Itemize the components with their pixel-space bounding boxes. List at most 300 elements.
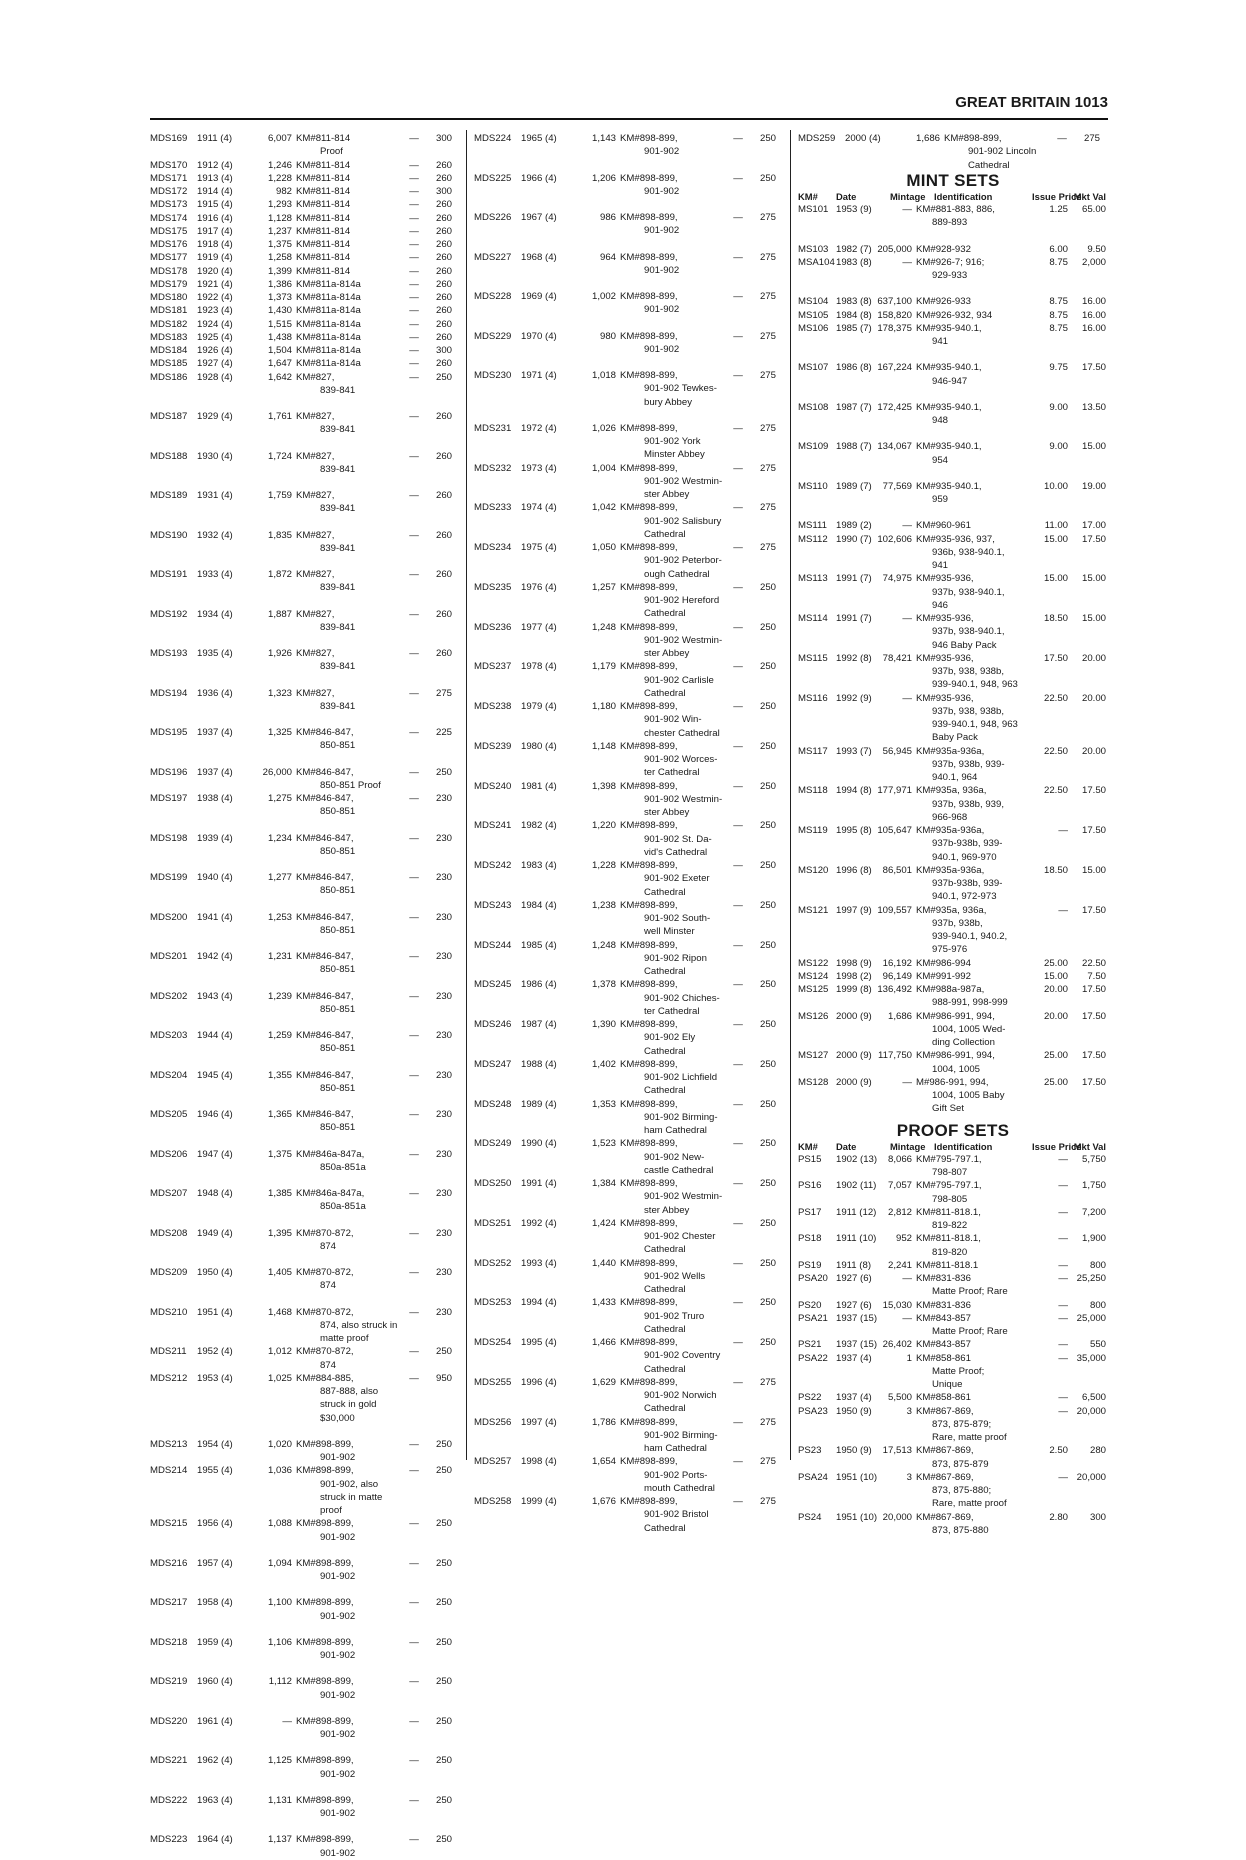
date: 1950 (9): [836, 1445, 872, 1457]
catalog-number: MDS241: [474, 820, 512, 832]
table-row: [150, 871, 460, 898]
issue-price: —: [409, 278, 419, 290]
identification-line: 901-902 Wells: [644, 1270, 706, 1282]
table-row: [474, 740, 784, 780]
identification-line: ster Abbey: [644, 489, 690, 500]
date: 1959 (4): [197, 1636, 233, 1648]
identification: [916, 1232, 1036, 1259]
identification: [296, 1306, 406, 1346]
identification: [296, 225, 406, 238]
issue-price: —: [409, 1518, 419, 1530]
market-value: 230: [435, 793, 452, 804]
catalog-number: MDS247: [474, 1058, 512, 1070]
mintage: 980: [599, 330, 616, 342]
catalog-number: MDS219: [150, 1676, 188, 1688]
mintage: 8,066: [887, 1153, 912, 1165]
identification: [296, 331, 406, 344]
identification: [296, 318, 406, 331]
catalog-number: MDS204: [150, 1069, 188, 1081]
header-mintage: Mintage: [890, 1140, 926, 1152]
identification-line: 887-888, also: [320, 1386, 379, 1397]
mintage: 1,234: [267, 832, 292, 844]
market-value: 800: [1089, 1259, 1106, 1271]
identification-line: KM#811a-814a: [296, 318, 361, 330]
page-header: [150, 94, 1108, 118]
mintage: 1,248: [591, 939, 616, 951]
date: 1902 (11): [836, 1180, 877, 1192]
identification-line: struck in gold: [320, 1399, 377, 1411]
issue-price: —: [733, 740, 743, 752]
date: 1989 (7): [836, 480, 872, 492]
table-row: [798, 784, 1108, 824]
date: 1956 (4): [197, 1518, 233, 1530]
identification-line: KM#926-932, 934: [916, 309, 993, 321]
catalog-number: MDS254: [474, 1337, 512, 1348]
date: 1961 (4): [197, 1715, 233, 1727]
mintage: 1,277: [267, 872, 292, 883]
identification: [620, 1217, 730, 1257]
identification: [620, 330, 730, 357]
identification: [916, 480, 1036, 507]
issue-price: —: [1058, 1259, 1068, 1271]
identification-line: KM#898-899,: [620, 251, 678, 263]
catalog-number: MDS234: [474, 542, 512, 553]
catalog-number: MDS228: [474, 291, 512, 302]
identification: [916, 1049, 1036, 1076]
table-row: [798, 1076, 1108, 1116]
identification-line: 850-851: [320, 806, 356, 818]
identification-line: 901-902 Bristol: [644, 1509, 709, 1521]
identification-line: 901-902 Westmin-: [644, 793, 723, 805]
header-issue-price: Issue Price: [1032, 1140, 1082, 1152]
table-row: [798, 533, 1108, 573]
table-row: [798, 322, 1108, 349]
identification-line: KM#898-899,: [620, 740, 678, 752]
identification-line: KM#898-899,: [620, 1058, 678, 1070]
identification: [620, 1098, 730, 1138]
mintage: 1,231: [267, 951, 292, 962]
catalog-number: MDS238: [474, 701, 512, 712]
mintage: 1,686: [887, 1010, 912, 1022]
date: 1911 (4): [197, 133, 233, 144]
table-row: [474, 978, 784, 1018]
catalog-number: MDS195: [150, 727, 188, 738]
table-row: [150, 1372, 460, 1425]
identification: [620, 132, 730, 159]
identification-line: Baby Pack: [932, 732, 978, 744]
date: 1978 (4): [521, 661, 557, 673]
mintage: 96,149: [882, 970, 912, 982]
issue-price: 9.00: [1049, 441, 1068, 453]
market-value: 250: [435, 1834, 452, 1846]
date: 1974 (4): [521, 502, 557, 514]
date: 1993 (4): [521, 1257, 557, 1269]
catalog-number: MS110: [798, 480, 828, 492]
identification-line: KM#986-994: [916, 957, 971, 969]
catalog-number: MDS200: [150, 911, 188, 923]
market-value: 20.00: [1081, 745, 1106, 757]
date: 1999 (8): [836, 984, 872, 995]
identification-line: KM#988a-987a,: [916, 984, 985, 995]
mintage: 1,131: [267, 1794, 292, 1806]
identification-line: KM#846-847,: [296, 1030, 354, 1041]
market-value: 250: [759, 1138, 776, 1150]
identification-line: KM#898-899,: [620, 542, 678, 553]
catalog-number: MDS215: [150, 1518, 188, 1530]
identification: [916, 1153, 1036, 1180]
date: 1915 (4): [197, 199, 233, 211]
date: 1983 (8): [836, 256, 872, 268]
market-value: 275: [759, 462, 776, 474]
table-row: [150, 371, 460, 398]
date: 1951 (10): [836, 1511, 878, 1523]
identification-line: KM#898-899,: [296, 1715, 354, 1727]
identification: [916, 203, 1036, 230]
market-value: 250: [435, 1465, 452, 1477]
market-value: 250: [435, 1794, 452, 1806]
catalog-number: MDS233: [474, 502, 512, 514]
identification-line: KM#928-932: [916, 243, 971, 255]
catalog-number: MS106: [798, 322, 829, 334]
identification: [916, 243, 1036, 256]
identification-line: KM#846-847,: [296, 1069, 354, 1081]
identification-line: 839-841: [320, 700, 356, 712]
identification-line: 901-902: [644, 146, 680, 158]
table-row: [798, 1312, 1108, 1339]
table-row: [474, 1257, 784, 1297]
market-value: 1,900: [1081, 1233, 1106, 1245]
table-row: [474, 780, 784, 820]
market-value: 300: [435, 186, 452, 197]
identification: [620, 501, 730, 541]
date: 1987 (4): [521, 1019, 557, 1030]
issue-price: —: [1058, 1392, 1068, 1404]
mintage: —: [902, 1273, 912, 1284]
identification-line: 948: [932, 415, 949, 426]
issue-price: —: [409, 225, 419, 237]
issue-price: —: [733, 1217, 743, 1229]
catalog-number: MDS255: [474, 1376, 512, 1388]
catalog-number: MDS179: [150, 278, 188, 290]
identification-line: 939-940.1, 948, 963: [932, 679, 1018, 691]
market-value: 9.50: [1087, 243, 1106, 255]
identification-line: KM#898-899,: [620, 370, 678, 381]
market-value: 250: [435, 1755, 452, 1767]
catalog-number: MS107: [798, 362, 829, 374]
identification-line: KM#935-940.1,: [916, 480, 982, 492]
table-row: [474, 172, 784, 199]
catalog-number: MDS251: [474, 1217, 512, 1229]
identification-line: KM#898-899,: [620, 820, 678, 832]
identification: [620, 621, 730, 661]
identification: [296, 1187, 406, 1214]
mintage: —: [902, 613, 912, 624]
market-value: 20.00: [1081, 692, 1106, 704]
market-value: 250: [435, 1636, 452, 1648]
market-value: 260: [435, 305, 452, 317]
date: 1937 (4): [197, 727, 233, 738]
table-row: [150, 1438, 460, 1465]
identification-line: KM#811-814: [296, 265, 351, 277]
date: 1998 (9): [836, 957, 872, 969]
table-row: [150, 185, 460, 198]
identification-line: KM#811-814: [296, 252, 351, 264]
date: 1937 (4): [836, 1352, 872, 1364]
market-value: 275: [759, 1376, 776, 1388]
date: 1936 (4): [197, 687, 233, 699]
identification-line: KM#811-814: [296, 239, 351, 250]
identification: [296, 1596, 406, 1623]
issue-price: —: [733, 542, 743, 553]
table-row: [474, 1098, 784, 1138]
issue-price: —: [409, 1636, 419, 1648]
date: 1954 (4): [197, 1438, 233, 1450]
mint-sets-table: [798, 203, 1108, 1116]
identification: [620, 422, 730, 462]
table-row: [150, 1069, 460, 1096]
table-row: [474, 422, 784, 462]
table-row: [150, 172, 460, 185]
market-value: 250: [759, 133, 776, 144]
date: 1985 (4): [521, 939, 557, 951]
header-mkt-val: Mkt Val: [1073, 191, 1106, 202]
identification-line: KM#898-899,: [620, 1297, 678, 1309]
identification-line: 901-902 Hereford: [644, 595, 720, 606]
identification-line: 901-902 Westmin-: [644, 634, 723, 646]
table-row: [150, 1596, 460, 1623]
identification: [916, 983, 1036, 1010]
date: 1987 (7): [836, 401, 872, 413]
issue-price: —: [733, 1257, 743, 1269]
date: 1983 (4): [521, 860, 557, 871]
identification-line: 873, 875-880;: [932, 1485, 992, 1496]
identification-line: KM#827,: [296, 569, 335, 580]
date: 1951 (10): [836, 1471, 878, 1483]
date: 1982 (7): [836, 243, 872, 255]
date: 1998 (4): [521, 1456, 557, 1468]
catalog-number: MDS188: [150, 450, 188, 462]
market-value: 15.00: [1081, 441, 1106, 453]
identification-line: KM#935-936,: [916, 573, 974, 585]
identification-line: 850-851: [320, 964, 356, 976]
market-value: 230: [435, 1109, 452, 1120]
catalog-number: MS103: [798, 243, 829, 255]
catalog-number: MDS201: [150, 951, 188, 962]
identification-line: well Minster: [644, 926, 695, 938]
issue-price: —: [409, 990, 419, 1002]
identification-line: KM#811-814: [296, 159, 351, 171]
identification: [296, 792, 406, 819]
table-row: [798, 243, 1108, 256]
catalog-number: PS16: [798, 1180, 822, 1192]
table-row: [798, 480, 1108, 507]
table-row: [150, 1557, 460, 1584]
identification-line: 839-841: [320, 424, 356, 436]
issue-price: 2.50: [1049, 1445, 1068, 1457]
market-value: 230: [435, 951, 452, 962]
market-value: 230: [435, 1267, 452, 1278]
catalog-number: MDS192: [150, 608, 188, 620]
date: 1911 (10): [836, 1233, 877, 1245]
identification-line: 901-902 Ripon: [644, 952, 707, 964]
identification-line: 937b-938b, 939-: [932, 838, 1003, 850]
table-row: [150, 344, 460, 357]
catalog-number: PS18: [798, 1233, 822, 1245]
mintage: 1,375: [267, 239, 292, 250]
mint-sets-title: MINT SETS: [906, 170, 1000, 190]
issue-price: —: [733, 1138, 743, 1150]
identification: [916, 692, 1036, 745]
identification: [620, 859, 730, 899]
issue-price: —: [409, 1557, 419, 1569]
issue-price: —: [409, 345, 419, 356]
issue-price: —: [409, 331, 419, 343]
mintage: 1,042: [591, 502, 616, 514]
mintage: 1,786: [591, 1416, 616, 1428]
identification-line: KM#898-899,: [620, 701, 678, 712]
market-value: 275: [759, 1496, 776, 1507]
date: 1986 (4): [521, 979, 557, 991]
mintage: 1,375: [267, 1148, 292, 1160]
date: 1927 (6): [836, 1299, 872, 1311]
identification-line: KM#986-991, 994,: [916, 1010, 995, 1022]
table-row: [474, 1177, 784, 1217]
table-row: [798, 745, 1108, 785]
catalog-number: MDS213: [150, 1438, 188, 1450]
issue-price: —: [409, 1834, 419, 1846]
identification: [620, 899, 730, 939]
identification: [296, 1069, 406, 1096]
issue-price: 20.00: [1043, 1010, 1068, 1022]
table-row: [150, 529, 460, 556]
market-value: 275: [759, 370, 776, 381]
catalog-number: MS114: [798, 613, 828, 624]
mintage: 6,007: [267, 133, 292, 144]
market-value: 5,750: [1081, 1153, 1106, 1165]
identification: [296, 450, 406, 477]
mintage: 1,020: [267, 1438, 292, 1450]
date: 1924 (4): [197, 318, 233, 330]
identification-line: KM#795-797.1,: [916, 1180, 982, 1192]
catalog-number: PSA22: [798, 1352, 828, 1364]
identification-line: KM#898-899,: [620, 291, 678, 302]
identification: [916, 1352, 1036, 1392]
catalog-number: MDS242: [474, 860, 512, 871]
mintage: 2,241: [887, 1259, 912, 1271]
mintage: 1,405: [267, 1267, 292, 1278]
issue-price: —: [409, 529, 419, 541]
identification: [296, 1227, 406, 1254]
identification-line: KM#811-814: [296, 212, 351, 224]
identification-line: KM#898-899,: [620, 133, 678, 144]
identification-line: 874: [320, 1240, 337, 1252]
identification-line: 901-902 Lichfield: [644, 1072, 718, 1083]
date: 1991 (4): [521, 1178, 557, 1189]
issue-price: —: [733, 1019, 743, 1030]
issue-price: —: [1058, 1339, 1068, 1351]
market-value: 250: [759, 1337, 776, 1348]
mintage: 1,835: [267, 529, 292, 541]
mintage: 1,018: [591, 370, 616, 381]
issue-price: —: [409, 1794, 419, 1806]
market-value: 275: [759, 502, 776, 514]
catalog-number: MDS226: [474, 212, 512, 223]
market-value: 230: [435, 1188, 452, 1199]
identification: [916, 1299, 1036, 1312]
issue-price: —: [409, 239, 419, 250]
mintage: 1,504: [267, 345, 292, 356]
identification-line: KM#935a-936a,: [916, 745, 985, 757]
identification-line: Unique: [932, 1379, 963, 1390]
identification-line: KM#898-899,: [296, 1465, 354, 1477]
identification: [916, 904, 1036, 957]
date: 1992 (4): [521, 1217, 557, 1229]
identification-line: Cathedral: [968, 159, 1010, 171]
identification-line: KM#898-899,: [620, 1337, 678, 1348]
catalog-number: MDS223: [150, 1834, 188, 1846]
date: 1928 (4): [197, 371, 233, 383]
identification-line: KM#811-814: [296, 225, 351, 237]
mintage: 1,398: [591, 780, 616, 792]
identification: [916, 1259, 1036, 1272]
mintage: 1,424: [591, 1217, 616, 1229]
table-row: [150, 489, 460, 516]
table-row: [798, 309, 1108, 322]
issue-price: —: [409, 292, 419, 303]
table-row: [798, 203, 1108, 230]
date: 1930 (4): [197, 450, 233, 462]
identification-line: KM#898-899,: [620, 1217, 678, 1229]
identification: [916, 1444, 1036, 1471]
mintage: 7,057: [887, 1180, 912, 1192]
identification: [620, 1455, 730, 1495]
identification: [296, 344, 406, 357]
market-value: 250: [759, 979, 776, 991]
mintage: 1,143: [591, 133, 616, 144]
identification: [916, 533, 1036, 573]
market-value: 225: [435, 727, 452, 738]
date: 1933 (4): [197, 569, 233, 580]
market-value: 260: [435, 569, 452, 580]
date: 1981 (4): [521, 780, 557, 792]
table-row: [150, 1517, 460, 1544]
identification: [296, 529, 406, 556]
identification-line: 901-902 St. Da-: [644, 833, 712, 845]
identification-line: KM#867-869,: [916, 1405, 974, 1417]
identification-line: 937b-938b, 939-: [932, 878, 1003, 889]
table-row: [474, 899, 784, 939]
market-value: 20,000: [1076, 1405, 1106, 1417]
identification: [620, 978, 730, 1018]
date: 1957 (4): [197, 1557, 233, 1569]
identification-line: KM#898-899,: [620, 502, 678, 514]
identification-line: 940.1, 969-970: [932, 851, 997, 863]
identification-line: KM#811-818.1,: [916, 1233, 981, 1245]
identification-line: 937b, 938b, 939,: [932, 798, 1005, 810]
market-value: 250: [759, 1178, 776, 1189]
market-value: 6,500: [1081, 1392, 1106, 1404]
table-row: [474, 369, 784, 409]
identification: [620, 780, 730, 820]
table-row: [798, 132, 1108, 172]
issue-price: —: [409, 1227, 419, 1239]
catalog-number: MDS240: [474, 780, 512, 792]
date: 1992 (9): [836, 692, 872, 704]
identification-line: 901-902 Ports-: [644, 1469, 708, 1481]
catalog-number: PS24: [798, 1511, 822, 1523]
identification: [620, 1177, 730, 1217]
date: 1989 (2): [836, 520, 872, 532]
